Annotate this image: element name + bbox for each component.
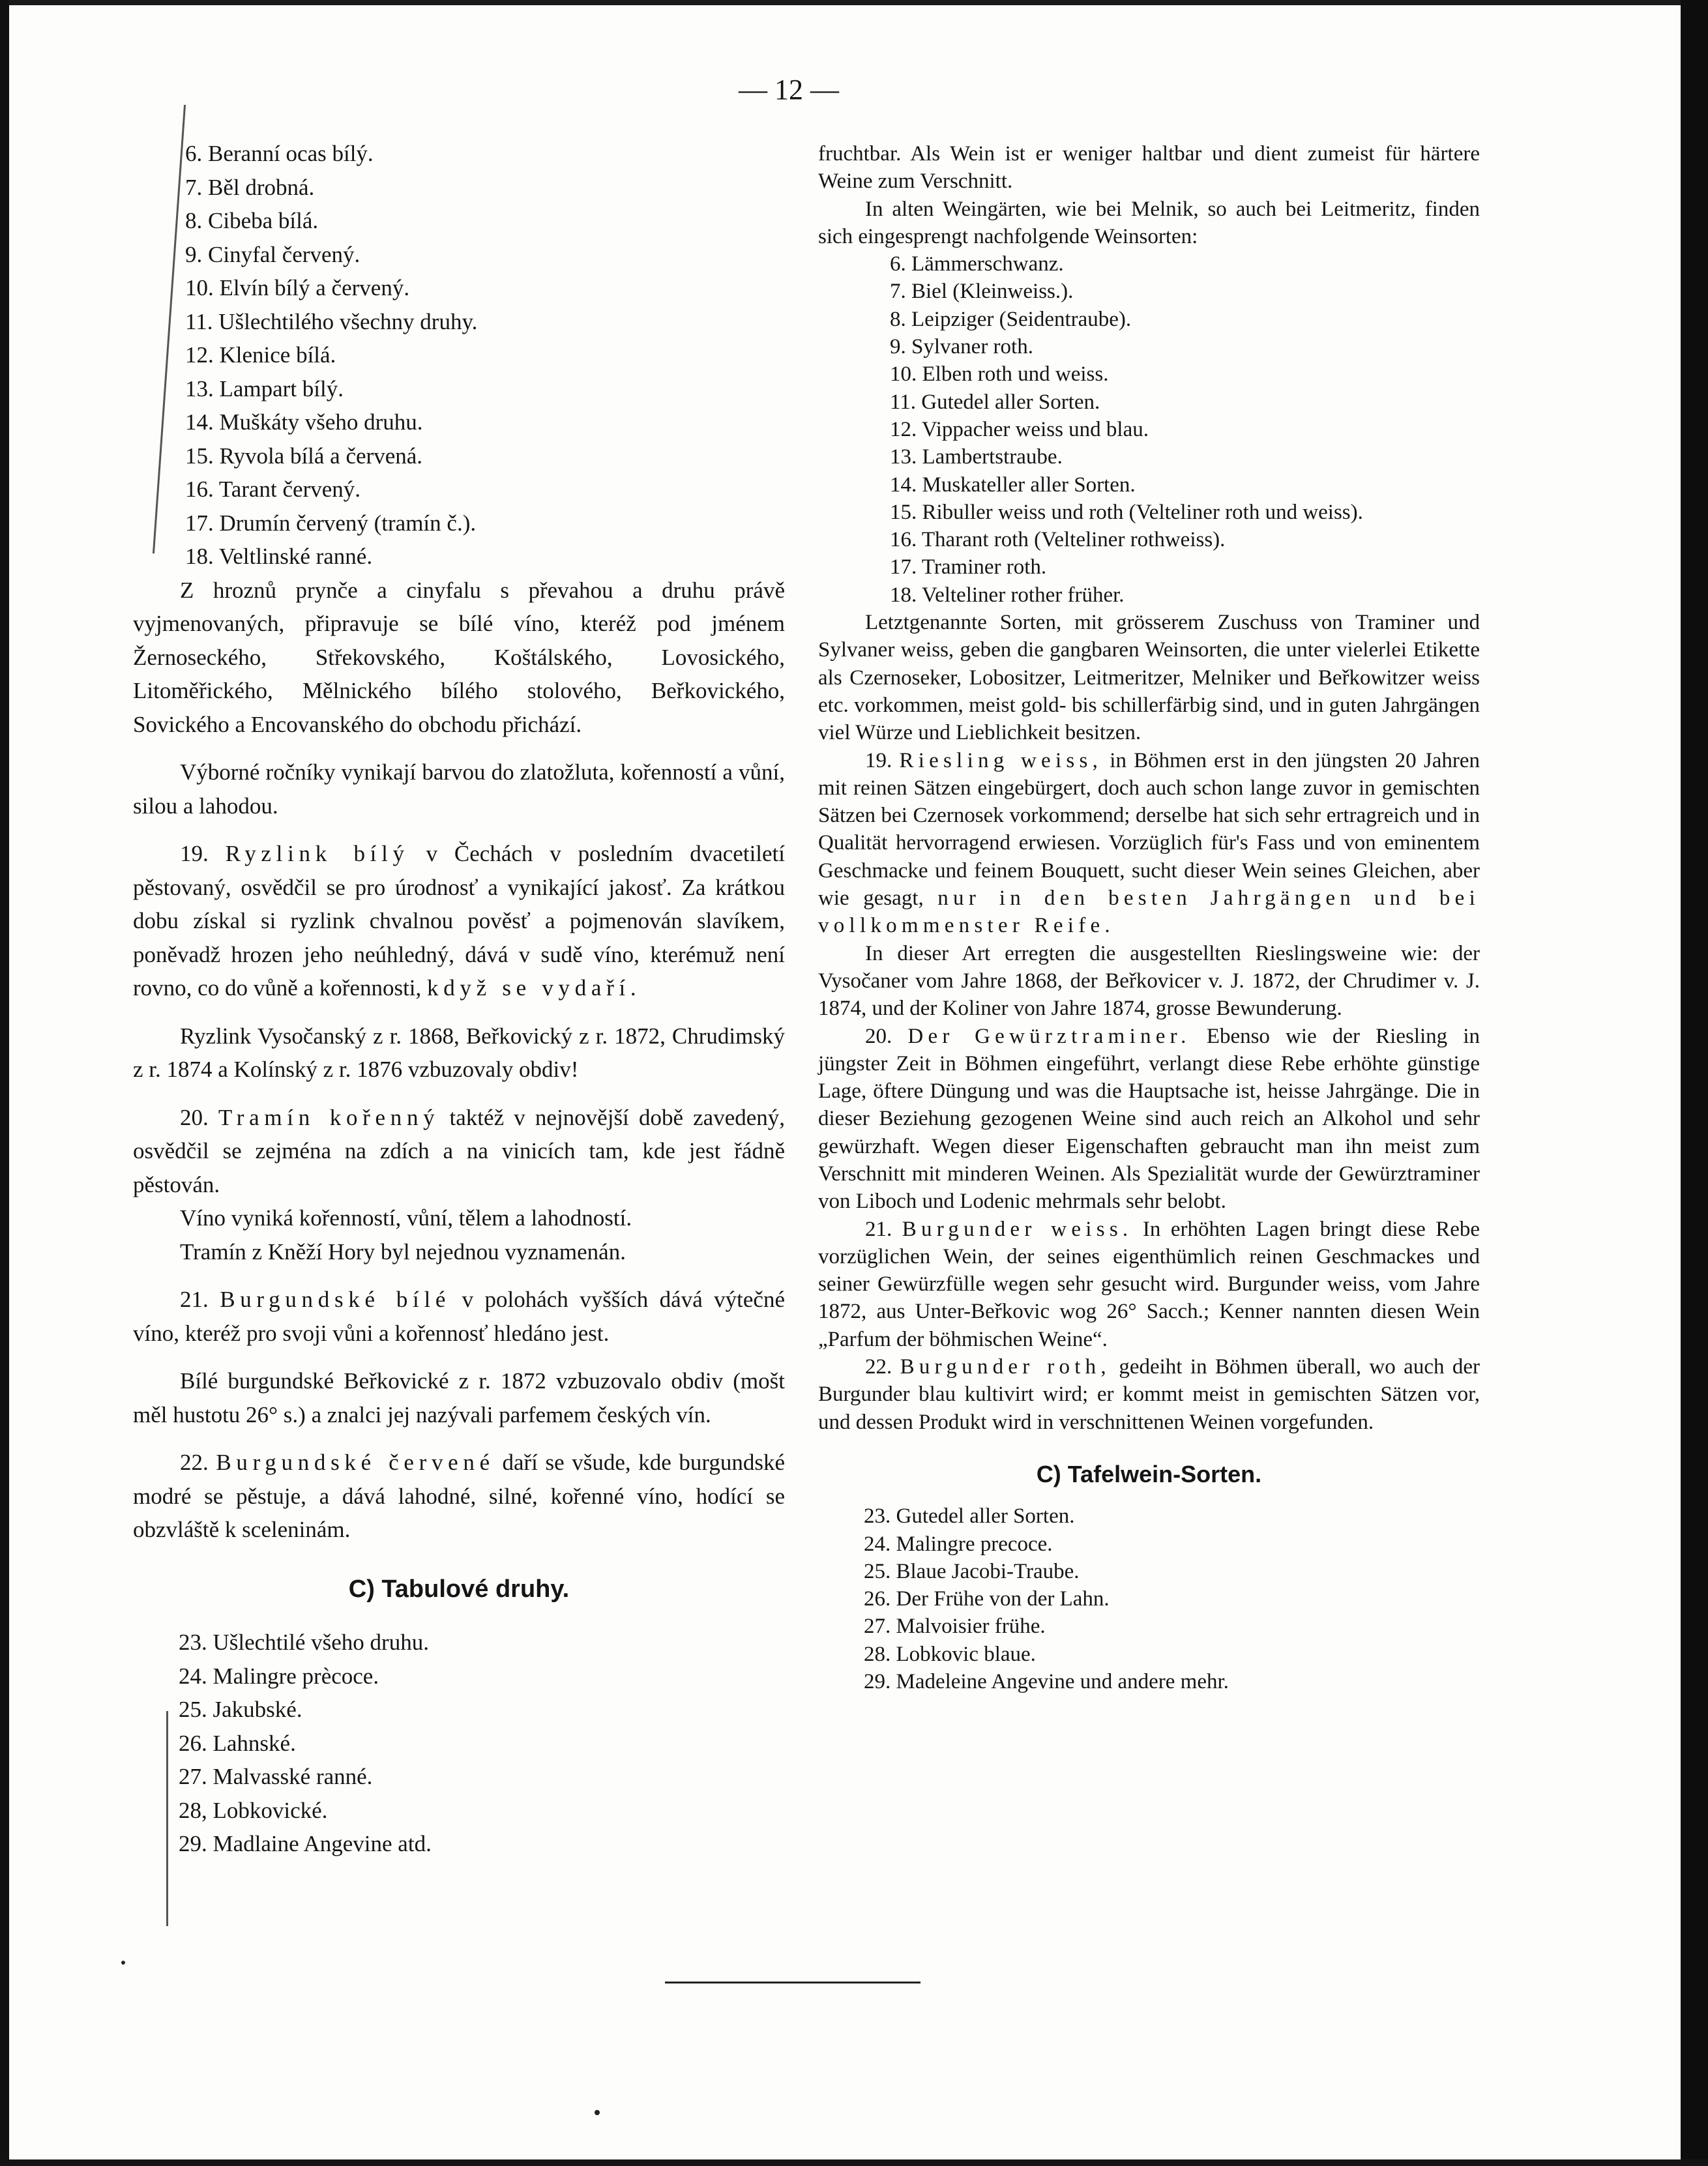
list-item: 15. Ryvola bílá a červená. <box>185 443 423 469</box>
paragraph <box>133 1446 785 1547</box>
scan-edge-right <box>1681 0 1708 2166</box>
list-item: 10. Elben roth und weiss. <box>890 362 1109 387</box>
entry-text: Ebenso wie der Riesling in jüngster Zeit in Böhmen eingeführt, verlangt diese Rebe erhöhte günstige Lage, öftere Düngung und was die Hauptsache ist, heisse Jahrgänge. Die in dieser Beziehung gezogenen Weine sind auch reich an Alkohol und sehr gewürzhaft. Wegen dieser Eigenschaften gebraucht man ihn meist zum Verschnitt mit minderen Weinen. Als Spezialität wurde der Gewürztraminer von Liboch und Lodenic mehrmals sehr belobt. <box>818 1024 1480 1214</box>
variety-term: Riesling weiss, <box>899 748 1103 772</box>
entry-text: gedeiht in Böhmen überall, wo auch der Burgunder blau kultivirt wird; er kommt meist in gemischten Sätzen vor, und dessen Produkt wird in verschnittenen Weinen vorgefunden. <box>818 1355 1480 1434</box>
list-item: 14. Muškáty všeho druhu. <box>185 409 423 435</box>
list-item: 8. Cibeba bílá. <box>185 208 319 233</box>
entry-text: In erhöhten Lagen bringt diese Rebe vorzüglichen Wein, der seines eigenthümlich reinen Geschmackes und seiner Gewürzfülle wegen sehr gesucht wird. Burgunder weiss, vom Jahre 1872, aus Unter-Beřkovic wog 26° Sacch.; Kenner nannten diesen Wein „Parfum der böhmischen Weine“. <box>818 1217 1480 1351</box>
paragraph: Výborné ročníky vynikají barvou do zlatožluta, kořenností a vůní, silou a lahodou. <box>133 759 785 819</box>
scan-edge-top <box>0 0 1708 5</box>
list-item: 28. Lobkovic blaue. <box>864 1642 1036 1666</box>
closing-rule <box>665 1982 920 1983</box>
list-item: 11. Ušlechtilého všechny druhy. <box>185 308 478 334</box>
list-item: 12. Vippacher weiss und blau. <box>890 417 1149 441</box>
paragraph <box>818 747 1480 940</box>
entry-text: in Böhmen erst in den jüngsten 20 Jahren mit reinen Sätzen eingebürgert, doch auch schon lange zuvor in gemischten Sätzen bei Czernosek vorkommend; derselbe hat sich sehr ertragreich und in Qualität hervorragend erwiesen. Vorzüglich für's Fass und von eminentem Geschmacke und feinem Bouquett, sucht dieser Wein seines Gleichen, aber wie gesagt, <box>818 748 1480 911</box>
list-item: 29. Madeleine Angevine und andere mehr. <box>864 1670 1229 1694</box>
paragraph <box>133 837 785 1005</box>
list-item: 27. Malvoisier frühe. <box>864 1615 1046 1639</box>
entry-number: 22. <box>180 1450 209 1475</box>
list-item: 27. Malvasské ranné. <box>179 1764 373 1789</box>
paragraph <box>818 1023 1480 1216</box>
entry-number: 21. <box>865 1217 892 1241</box>
paragraph: Z hroznů prynče a cinyfalu s převahou a druhu právě vyjmenovaných, připravuje se bílé víno, kteréž pod jménem Žernoseckého, Střekovského, Koštálského, Lovosického, Litoměřického, Mělnického bílého stolového, Beřkovického, Sovického a Encovanského do obchodu přichází. <box>133 577 785 737</box>
paragraph: Letztgenannte Sorten, mit grösserem Zuschuss von Traminer und Sylvaner weiss, geben die gangbaren Weinsorten, die unter vielerlei Etikette als Czernoseker, Lobositzer, Leitmeritzer, Melniker und Beřkowitzer weiss etc. vorkommen, meist gold- bis schillerfärbig sind, und in guten Jahrgängen viel Würze und Lieblichkeit besitzen. <box>818 611 1480 745</box>
paragraph: Tramín z Kněží Hory byl nejednou vyznamenán. <box>180 1238 626 1265</box>
variety-term: Tramín kořenný <box>218 1104 440 1130</box>
list-item: 7. Běl drobná. <box>185 174 315 200</box>
paragraph: In alten Weingärten, wie bei Melnik, so auch bei Leitmeritz, finden sich eingesprengt nachfolgende Weinsorten: <box>818 197 1480 248</box>
variety-term: Burgunder weiss. <box>902 1217 1133 1241</box>
paragraph <box>818 1353 1480 1436</box>
list-item: 9. Sylvaner roth. <box>890 335 1033 359</box>
entry-text: v polohách vyšších dává výtečné víno, kteréž pro svoji vůni a kořennosť hledáno jest. <box>133 1287 786 1346</box>
variety-term: Burgundské bílé <box>220 1287 451 1312</box>
tafelwein-list <box>818 1502 1480 1695</box>
list-item: 6. Lämmerschwanz. <box>890 252 1064 276</box>
list-item: 14. Muskateller aller Sorten. <box>890 473 1136 497</box>
entry-emphasis: nur in den besten Jahrgängen und bei vollkommenster Reife. <box>818 886 1480 938</box>
paragraph <box>133 1101 785 1202</box>
variety-term: Der Gewürztraminer. <box>907 1024 1191 1048</box>
czech-variety-list <box>133 137 785 574</box>
entry-number: 22. <box>865 1355 892 1379</box>
variety-term: Burgundské červené <box>216 1450 495 1475</box>
list-item: 25. Jakubské. <box>179 1697 302 1722</box>
list-item: 16. Tharant roth (Velteliner rothweiss). <box>890 528 1226 552</box>
paragraph: Víno vyniká kořenností, vůní, tělem a lahodností. <box>180 1205 632 1231</box>
list-item: 26. Lahnské. <box>179 1730 296 1756</box>
entry-text: v Čechách v posledním dvacetiletí pěstovaný, osvědčil se pro úrodnosť a vynikající jakosť. Za krátkou dobu získal si ryzlink chvalnou pověsť a pojmenován slavíkem, poněvadž hrozen jeho neúhledný, dává v sudě víno, kterémuž není rovno, co do vůně a kořennosti, <box>133 841 785 1001</box>
table-variety-list <box>133 1626 785 1861</box>
list-item: 23. Gutedel aller Sorten. <box>864 1504 1075 1529</box>
variety-term: Ryzlink bílý <box>225 841 409 866</box>
list-item: 18. Velteliner rother früher. <box>890 583 1125 607</box>
list-item: 12. Klenice bílá. <box>185 342 336 368</box>
paragraph: Bílé burgundské Beřkovické z r. 1872 vzbuzovalo obdiv (mošt měl hustotu 26° s.) a znalci jej nazývali parfemem českých vín. <box>133 1368 785 1427</box>
entry-number: 20. <box>865 1024 892 1048</box>
list-item: 26. Der Frühe von der Lahn. <box>864 1587 1110 1611</box>
left-column <box>133 137 785 1861</box>
paragraph: fruchtbar. Als Wein ist er weniger haltbar und dient zumeist für härtere Weine zum Verschnitt. <box>818 142 1480 194</box>
right-column <box>818 140 1480 1695</box>
list-item: 6. Beranní ocas bílý. <box>185 141 374 166</box>
section-heading: C) Tafelwein-Sorten. <box>1036 1460 1262 1487</box>
entry-text: daří se všude, kde burgundské modré se pěstuje, a dává lahodné, silné, kořenné víno, hodící se obzvláště k sceleninám. <box>133 1450 786 1542</box>
list-item: 25. Blaue Jacobi-Traube. <box>864 1559 1080 1583</box>
ink-speck <box>121 1961 125 1965</box>
section-heading: C) Tabulové druhy. <box>348 1575 570 1603</box>
list-item: 17. Traminer roth. <box>890 555 1047 579</box>
list-item: 18. Veltlinské ranné. <box>185 544 373 569</box>
list-item: 24. Malingre precoce. <box>864 1532 1053 1556</box>
variety-term: Burgunder roth, <box>900 1355 1111 1379</box>
paragraph <box>818 1216 1480 1353</box>
entry-text: taktéž v nejnovější době zavedený, osvědčil se zejména na zdích a na vinicích tam, kde jest řádně pěstován. <box>133 1104 786 1197</box>
list-item: 17. Drumín červený (tramín č.). <box>185 510 477 536</box>
list-item: 11. Gutedel aller Sorten. <box>890 390 1100 414</box>
list-item: 13. Lambertstraube. <box>890 445 1063 469</box>
list-item: 10. Elvín bílý a červený. <box>185 275 410 300</box>
list-item: 15. Ribuller weiss und roth (Velteliner roth und weiss). <box>890 500 1363 524</box>
list-item: 8. Leipziger (Seidentraube). <box>890 307 1132 331</box>
entry-emphasis: když se vydaří. <box>427 975 641 1001</box>
entry-number: 21. <box>180 1287 209 1312</box>
entry-number: 20. <box>180 1104 209 1130</box>
list-item: 13. Lampart bílý. <box>185 375 344 402</box>
list-item: 28, Lobkovické. <box>179 1797 328 1823</box>
german-variety-list <box>818 250 1480 609</box>
list-item: 7. Biel (Kleinweiss.). <box>890 280 1074 304</box>
scan-edge-bottom <box>0 2159 1708 2166</box>
list-item: 16. Tarant červený. <box>185 476 361 502</box>
list-item: 23. Ušlechtilé všeho druhu. <box>179 1630 429 1655</box>
list-item: 29. Madlaine Angevine atd. <box>179 1831 432 1856</box>
entry-number: 19. <box>180 841 209 866</box>
entry-number: 19. <box>865 748 892 772</box>
scan-edge-left <box>0 0 9 2166</box>
paragraph: In dieser Art erregten die ausgestellten Rieslingsweine wie: der Vysočaner vom Jahre 1868, der Beřkovicer v. J. 1872, der Chrudimer v. J. 1874, und der Koliner von Jahre 1874, grosse Bewunderung. <box>818 941 1480 1021</box>
ink-speck <box>595 2110 600 2115</box>
page-number: — 12 — <box>739 74 839 106</box>
paragraph: Ryzlink Vysočanský z r. 1868, Beřkovický z r. 1872, Chrudimský z r. 1874 a Kolínský z r. 1876 vzbuzovaly obdiv! <box>133 1023 785 1082</box>
list-item: 24. Malingre prècoce. <box>179 1663 379 1689</box>
paragraph <box>133 1283 785 1350</box>
list-item: 9. Cinyfal červený. <box>185 241 361 267</box>
